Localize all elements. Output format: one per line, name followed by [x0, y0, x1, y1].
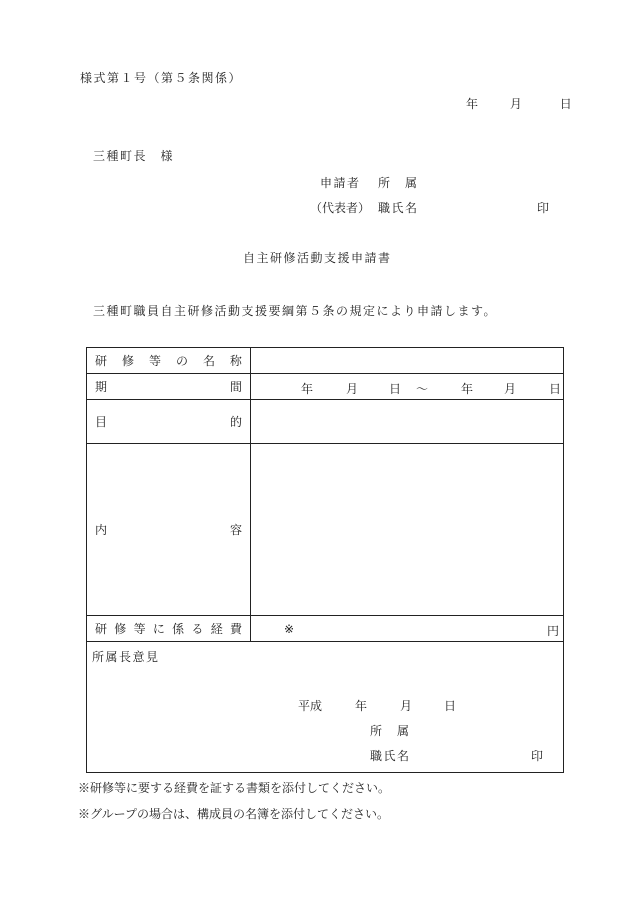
- cost-label-char: る: [191, 622, 204, 636]
- training-name-label-char: 修: [121, 354, 134, 368]
- supervisor-label: 所属長意見: [92, 650, 160, 664]
- purpose-field[interactable]: [251, 400, 564, 444]
- content-label-char: 容: [229, 523, 242, 537]
- cost-label: [87, 616, 251, 642]
- applicant-label: 申請者: [320, 176, 361, 190]
- addressee: 三種町長 様: [93, 149, 175, 163]
- cost-label-char: 修: [114, 622, 127, 636]
- cost-label-char: 経: [210, 622, 223, 636]
- period-label-char: 期: [95, 380, 108, 394]
- row-content: [87, 444, 564, 616]
- supervisor-year: 年: [355, 699, 368, 713]
- purpose-label-char: 的: [229, 415, 242, 429]
- period-label: [87, 374, 251, 400]
- training-name-label-char: 称: [229, 354, 242, 368]
- cost-unit: 円: [547, 624, 560, 638]
- document-title: 自主研修活動支援申請書: [243, 251, 392, 265]
- training-name-label-char: の: [175, 354, 188, 368]
- supervisor-month: 月: [400, 699, 413, 713]
- date-month: 月: [509, 97, 522, 111]
- applicant-stamp: 印: [537, 201, 550, 215]
- cost-label-char: 係: [172, 622, 185, 636]
- applicant-name-label: 職氏名: [378, 201, 419, 215]
- training-name-label-char: 名: [202, 354, 215, 368]
- row-cost: [87, 616, 564, 642]
- content-label: [87, 444, 251, 616]
- training-name-label-char: 等: [148, 354, 161, 368]
- application-table: [86, 347, 564, 773]
- date-line: [466, 95, 572, 112]
- cost-label-char: 費: [229, 622, 242, 636]
- training-name-label-char: 研: [95, 354, 108, 368]
- applicant-affiliation-label: 所 属: [378, 176, 419, 190]
- supervisor-stamp: 印: [531, 749, 544, 763]
- supervisor-day: 日: [444, 699, 457, 713]
- training-name-label: [87, 348, 251, 374]
- period-label-char: 間: [229, 380, 242, 394]
- supervisor-opinion-cell[interactable]: [87, 642, 564, 773]
- cost-label-char: 等: [133, 622, 146, 636]
- training-name-field[interactable]: [251, 348, 564, 374]
- purpose-label-char: 目: [95, 415, 108, 429]
- period-day2: 日: [549, 382, 562, 396]
- row-purpose: [87, 400, 564, 444]
- period-month: 月: [346, 382, 359, 396]
- row-training-name: [87, 348, 564, 374]
- period-year: 年: [301, 382, 314, 396]
- period-field[interactable]: [251, 374, 564, 400]
- cost-label-char: に: [152, 622, 165, 636]
- row-period: [87, 374, 564, 400]
- cost-field[interactable]: [251, 616, 564, 642]
- supervisor-affiliation-label: 所 属: [370, 724, 411, 738]
- intro-text: 三種町職員自主研修活動支援要綱第５条の規定により申請します。: [93, 304, 498, 318]
- form-number: 様式第１号（第５条関係）: [80, 71, 243, 85]
- note-1: ※研修等に要する経費を証する書類を添付してください。: [78, 781, 391, 795]
- note-2: ※グループの場合は、構成員の名簿を添付してください。: [78, 807, 390, 821]
- cost-mark: ※: [284, 622, 295, 636]
- content-label-char: 内: [95, 523, 108, 537]
- purpose-label: [87, 400, 251, 444]
- supervisor-era: 平成: [298, 699, 323, 713]
- applicant-rep-label: （代表者）: [310, 201, 371, 215]
- period-year2: 年: [461, 382, 474, 396]
- period-month2: 月: [504, 382, 517, 396]
- content-field[interactable]: [251, 444, 564, 616]
- period-day: 日: [389, 382, 402, 396]
- date-day: 日: [559, 97, 572, 111]
- cost-label-char: 研: [95, 622, 108, 636]
- period-tilde: ～: [416, 382, 429, 396]
- supervisor-name-label: 職氏名: [370, 749, 411, 763]
- date-year: 年: [466, 97, 479, 111]
- row-supervisor: [87, 642, 564, 773]
